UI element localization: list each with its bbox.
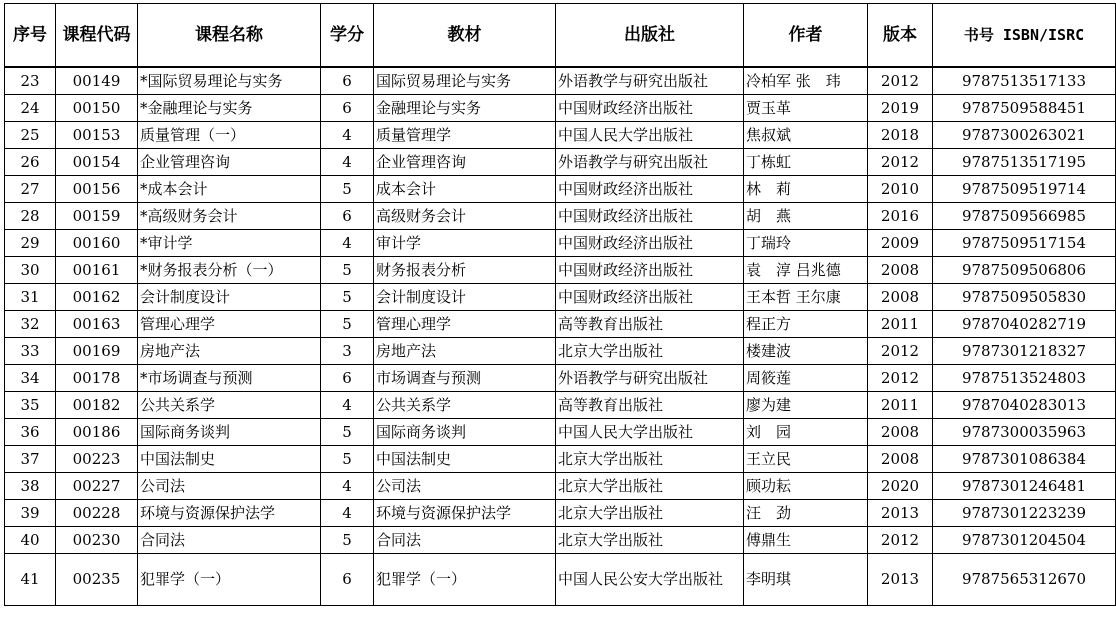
cell-publisher: 高等教育出版社 — [556, 391, 744, 418]
cell-credits: 5 — [321, 526, 374, 553]
cell-textbook: 国际贸易理论与实务 — [374, 67, 556, 94]
table-row — [5, 229, 1116, 256]
cell-credits: 5 — [321, 310, 374, 337]
cell-course-name: 公司法 — [138, 472, 321, 499]
cell-course-name: *高级财务会计 — [138, 202, 321, 229]
cell-credits: 6 — [321, 364, 374, 391]
cell-course-code: 00150 — [56, 94, 138, 121]
textbook-table — [4, 3, 1116, 606]
cell-isbn: 9787301204504 — [933, 526, 1116, 553]
cell-course-code: 00160 — [56, 229, 138, 256]
cell-isbn: 9787040282719 — [933, 310, 1116, 337]
cell-course-code: 00169 — [56, 337, 138, 364]
cell-textbook: 高级财务会计 — [374, 202, 556, 229]
cell-isbn: 9787301246481 — [933, 472, 1116, 499]
table-row — [5, 364, 1116, 391]
cell-textbook: 成本会计 — [374, 175, 556, 202]
cell-credits: 6 — [321, 67, 374, 94]
cell-course-code: 00149 — [56, 67, 138, 94]
cell-edition: 2012 — [868, 148, 933, 175]
cell-textbook: 财务报表分析 — [374, 256, 556, 283]
cell-credits: 5 — [321, 418, 374, 445]
cell-credits: 4 — [321, 148, 374, 175]
cell-author: 李明琪 — [744, 553, 868, 605]
cell-publisher: 外语教学与研究出版社 — [556, 67, 744, 94]
cell-author: 程正方 — [744, 310, 868, 337]
cell-publisher: 北京大学出版社 — [556, 445, 744, 472]
cell-isbn: 9787301086384 — [933, 445, 1116, 472]
cell-course-name: *财务报表分析（一） — [138, 256, 321, 283]
cell-credits: 6 — [321, 202, 374, 229]
cell-author: 楼建波 — [744, 337, 868, 364]
cell-publisher: 北京大学出版社 — [556, 337, 744, 364]
cell-row-index: 36 — [5, 418, 56, 445]
cell-course-name: 房地产法 — [138, 337, 321, 364]
cell-author: 袁 淳 吕兆德 — [744, 256, 868, 283]
cell-edition: 2010 — [868, 175, 933, 202]
cell-edition: 2020 — [868, 472, 933, 499]
cell-textbook: 企业管理咨询 — [374, 148, 556, 175]
cell-course-name: 中国法制史 — [138, 445, 321, 472]
cell-isbn: 9787509505830 — [933, 283, 1116, 310]
cell-isbn: 9787509506806 — [933, 256, 1116, 283]
cell-course-name: *市场调查与预测 — [138, 364, 321, 391]
cell-textbook: 管理心理学 — [374, 310, 556, 337]
header-course-name: 课程名称 — [138, 4, 321, 68]
cell-edition: 2008 — [868, 445, 933, 472]
cell-row-index: 33 — [5, 337, 56, 364]
cell-publisher: 中国人民公安大学出版社 — [556, 553, 744, 605]
cell-row-index: 35 — [5, 391, 56, 418]
cell-publisher: 外语教学与研究出版社 — [556, 148, 744, 175]
table-row — [5, 148, 1116, 175]
cell-row-index: 37 — [5, 445, 56, 472]
cell-textbook: 国际商务谈判 — [374, 418, 556, 445]
cell-publisher: 中国财政经济出版社 — [556, 256, 744, 283]
header-row — [5, 4, 1116, 68]
cell-credits: 3 — [321, 337, 374, 364]
table-row — [5, 553, 1116, 605]
table-row — [5, 175, 1116, 202]
cell-row-index: 41 — [5, 553, 56, 605]
cell-textbook: 会计制度设计 — [374, 283, 556, 310]
cell-publisher: 中国人民大学出版社 — [556, 418, 744, 445]
cell-credits: 5 — [321, 175, 374, 202]
table-row — [5, 418, 1116, 445]
cell-author: 冷柏军 张 玮 — [744, 67, 868, 94]
cell-row-index: 32 — [5, 310, 56, 337]
cell-publisher: 外语教学与研究出版社 — [556, 364, 744, 391]
cell-publisher: 中国财政经济出版社 — [556, 175, 744, 202]
header-publisher: 出版社 — [556, 4, 744, 68]
cell-edition: 2008 — [868, 256, 933, 283]
cell-course-name: 质量管理（一） — [138, 121, 321, 148]
cell-edition: 2013 — [868, 499, 933, 526]
cell-row-index: 38 — [5, 472, 56, 499]
cell-course-name: 合同法 — [138, 526, 321, 553]
cell-row-index: 40 — [5, 526, 56, 553]
header-textbook: 教材 — [374, 4, 556, 68]
cell-author: 傅鼎生 — [744, 526, 868, 553]
cell-publisher: 中国财政经济出版社 — [556, 283, 744, 310]
cell-textbook: 金融理论与实务 — [374, 94, 556, 121]
cell-author: 汪 劲 — [744, 499, 868, 526]
cell-credits: 4 — [321, 472, 374, 499]
cell-edition: 2012 — [868, 67, 933, 94]
table-row — [5, 310, 1116, 337]
table-row — [5, 283, 1116, 310]
cell-isbn: 9787513517195 — [933, 148, 1116, 175]
cell-edition: 2011 — [868, 310, 933, 337]
cell-publisher: 中国人民大学出版社 — [556, 121, 744, 148]
table-row — [5, 445, 1116, 472]
cell-publisher: 中国财政经济出版社 — [556, 202, 744, 229]
cell-edition: 2012 — [868, 337, 933, 364]
cell-author: 周筱莲 — [744, 364, 868, 391]
cell-row-index: 24 — [5, 94, 56, 121]
cell-author: 焦叔斌 — [744, 121, 868, 148]
cell-course-name: *成本会计 — [138, 175, 321, 202]
cell-course-code: 00182 — [56, 391, 138, 418]
cell-textbook: 公司法 — [374, 472, 556, 499]
cell-edition: 2008 — [868, 418, 933, 445]
cell-edition: 2011 — [868, 391, 933, 418]
cell-publisher: 中国财政经济出版社 — [556, 229, 744, 256]
cell-edition: 2012 — [868, 364, 933, 391]
cell-publisher: 北京大学出版社 — [556, 526, 744, 553]
cell-publisher: 高等教育出版社 — [556, 310, 744, 337]
cell-isbn: 9787565312670 — [933, 553, 1116, 605]
cell-course-code: 00235 — [56, 553, 138, 605]
cell-course-name: 企业管理咨询 — [138, 148, 321, 175]
cell-course-code: 00228 — [56, 499, 138, 526]
cell-course-code: 00230 — [56, 526, 138, 553]
cell-author: 廖为建 — [744, 391, 868, 418]
cell-credits: 6 — [321, 94, 374, 121]
cell-author: 林 莉 — [744, 175, 868, 202]
header-author: 作者 — [744, 4, 868, 68]
cell-author: 王立民 — [744, 445, 868, 472]
cell-course-code: 00153 — [56, 121, 138, 148]
cell-textbook: 质量管理学 — [374, 121, 556, 148]
cell-row-index: 28 — [5, 202, 56, 229]
cell-author: 丁栋虹 — [744, 148, 868, 175]
cell-edition: 2009 — [868, 229, 933, 256]
cell-edition: 2019 — [868, 94, 933, 121]
cell-author: 顾功耘 — [744, 472, 868, 499]
cell-course-code: 00186 — [56, 418, 138, 445]
table-row — [5, 256, 1116, 283]
cell-publisher: 中国财政经济出版社 — [556, 94, 744, 121]
table-row — [5, 499, 1116, 526]
cell-isbn: 9787300035963 — [933, 418, 1116, 445]
cell-isbn: 9787509588451 — [933, 94, 1116, 121]
cell-course-code: 00154 — [56, 148, 138, 175]
cell-edition: 2018 — [868, 121, 933, 148]
cell-course-name: *金融理论与实务 — [138, 94, 321, 121]
cell-author: 贾玉革 — [744, 94, 868, 121]
cell-author: 胡 燕 — [744, 202, 868, 229]
cell-isbn: 9787301223239 — [933, 499, 1116, 526]
cell-course-name: 环境与资源保护法学 — [138, 499, 321, 526]
cell-row-index: 27 — [5, 175, 56, 202]
cell-isbn: 9787509519714 — [933, 175, 1116, 202]
header-index: 序号 — [5, 4, 56, 68]
table-row — [5, 391, 1116, 418]
header-credits: 学分 — [321, 4, 374, 68]
cell-edition: 2016 — [868, 202, 933, 229]
cell-row-index: 26 — [5, 148, 56, 175]
cell-credits: 5 — [321, 283, 374, 310]
cell-edition: 2013 — [868, 553, 933, 605]
cell-isbn: 9787509566985 — [933, 202, 1116, 229]
cell-course-code: 00227 — [56, 472, 138, 499]
cell-row-index: 31 — [5, 283, 56, 310]
cell-isbn: 9787300263021 — [933, 121, 1116, 148]
cell-publisher: 北京大学出版社 — [556, 499, 744, 526]
table-row — [5, 472, 1116, 499]
cell-textbook: 公共关系学 — [374, 391, 556, 418]
cell-textbook: 合同法 — [374, 526, 556, 553]
cell-textbook: 市场调查与预测 — [374, 364, 556, 391]
cell-course-code: 00178 — [56, 364, 138, 391]
cell-course-code: 00163 — [56, 310, 138, 337]
table-row — [5, 337, 1116, 364]
cell-edition: 2012 — [868, 526, 933, 553]
cell-isbn: 9787301218327 — [933, 337, 1116, 364]
cell-row-index: 34 — [5, 364, 56, 391]
cell-credits: 4 — [321, 121, 374, 148]
cell-textbook: 中国法制史 — [374, 445, 556, 472]
cell-course-name: 管理心理学 — [138, 310, 321, 337]
cell-isbn: 9787040283013 — [933, 391, 1116, 418]
cell-author: 刘 园 — [744, 418, 868, 445]
cell-textbook: 房地产法 — [374, 337, 556, 364]
cell-author: 丁瑞玲 — [744, 229, 868, 256]
cell-course-code: 00161 — [56, 256, 138, 283]
cell-credits: 4 — [321, 391, 374, 418]
header-isbn: 书号 ISBN/ISRC — [933, 4, 1116, 68]
table-row — [5, 526, 1116, 553]
cell-row-index: 25 — [5, 121, 56, 148]
header-edition: 版本 — [868, 4, 933, 68]
cell-course-code: 00156 — [56, 175, 138, 202]
table-row — [5, 94, 1116, 121]
cell-course-name: 会计制度设计 — [138, 283, 321, 310]
table-row — [5, 67, 1116, 94]
cell-course-name: 犯罪学（一） — [138, 553, 321, 605]
cell-course-name: *审计学 — [138, 229, 321, 256]
cell-course-name: 公共关系学 — [138, 391, 321, 418]
cell-row-index: 30 — [5, 256, 56, 283]
table-row — [5, 202, 1116, 229]
cell-author: 王本哲 王尔康 — [744, 283, 868, 310]
cell-course-code: 00162 — [56, 283, 138, 310]
cell-isbn: 9787513517133 — [933, 67, 1116, 94]
table-row — [5, 121, 1116, 148]
cell-row-index: 39 — [5, 499, 56, 526]
cell-course-name: *国际贸易理论与实务 — [138, 67, 321, 94]
cell-credits: 4 — [321, 229, 374, 256]
cell-course-name: 国际商务谈判 — [138, 418, 321, 445]
cell-textbook: 审计学 — [374, 229, 556, 256]
cell-row-index: 29 — [5, 229, 56, 256]
cell-credits: 4 — [321, 499, 374, 526]
header-course-code: 课程代码 — [56, 4, 138, 68]
cell-credits: 5 — [321, 445, 374, 472]
table-body — [5, 67, 1116, 605]
cell-textbook: 环境与资源保护法学 — [374, 499, 556, 526]
cell-course-code: 00159 — [56, 202, 138, 229]
cell-textbook: 犯罪学（一） — [374, 553, 556, 605]
cell-credits: 6 — [321, 553, 374, 605]
cell-isbn: 9787509517154 — [933, 229, 1116, 256]
cell-publisher: 北京大学出版社 — [556, 472, 744, 499]
cell-credits: 5 — [321, 256, 374, 283]
cell-course-code: 00223 — [56, 445, 138, 472]
cell-isbn: 9787513524803 — [933, 364, 1116, 391]
cell-edition: 2008 — [868, 283, 933, 310]
cell-row-index: 23 — [5, 67, 56, 94]
